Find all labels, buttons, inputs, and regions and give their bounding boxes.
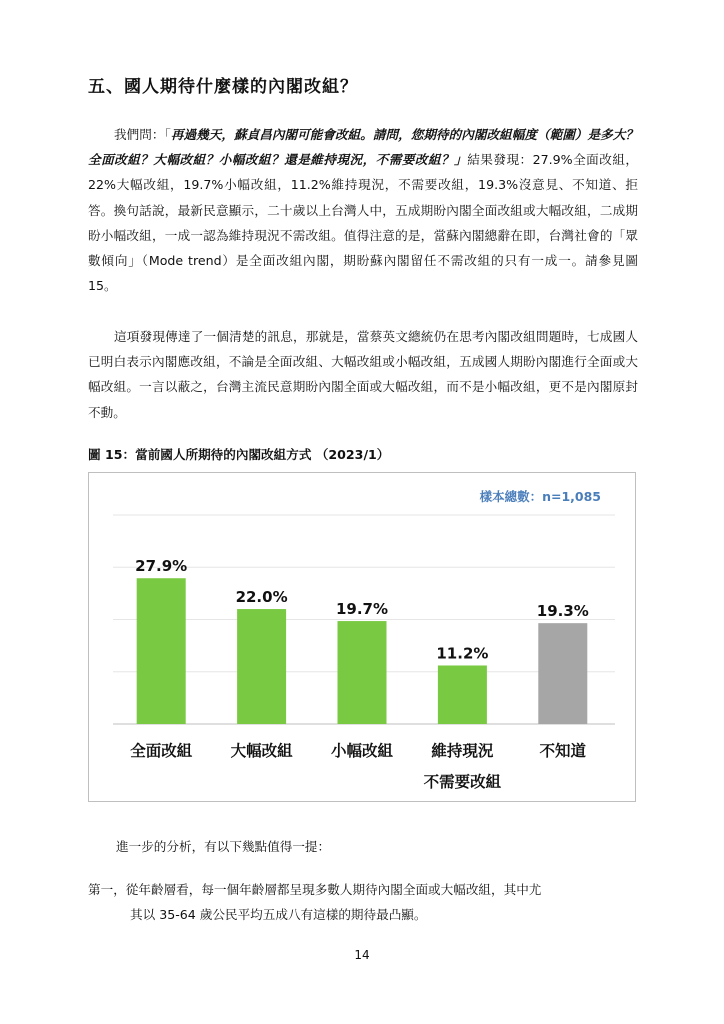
data-label: 19.3% <box>536 602 589 621</box>
data-label: 27.9% <box>135 557 188 576</box>
data-label: 22.0% <box>235 588 288 607</box>
category-label: 小幅改組 <box>330 742 394 760</box>
bar <box>137 578 186 724</box>
paragraph-1-prefix: 我們問：「 <box>114 127 171 142</box>
paragraph-3: 進一步的分析，有以下幾點值得一提： <box>116 839 331 854</box>
section-heading: 五、國人期待什麼樣的內閣改組？ <box>88 77 358 97</box>
paragraph-1-rest: 結果發現：27.9%全面改組，22%大幅改組，19.7%小幅改組，11.2%維持現況，不需要改組，19.3%沒意見、不知道、拒答。換句話說，最新民意顯示，二十歲以上台灣人中，五成期盼內閣全面改組或大幅改組，二成期盼小幅改組，一成一認為維持現況不需改組。值得注意的是，當蘇內閣總辭在即，台灣社會的「眾數傾向」（Mode trend）是全面改組內閣，期盼蘇內閣留任不需改組的只有一成一。請參見圖 15。 <box>88 152 638 294</box>
bar-chart <box>88 472 636 802</box>
category-label: 大幅改組 <box>230 742 293 760</box>
category-label: 不需要改組 <box>423 773 502 791</box>
bar-chart-svg <box>89 473 637 803</box>
page-number: 14 <box>354 948 370 962</box>
figure-caption: 圖 15：當前國人所期待的內閣改組方式 （2023/1） <box>88 447 390 462</box>
bar <box>438 665 487 724</box>
bar <box>338 621 387 724</box>
bar <box>538 623 587 724</box>
sample-size-note: 樣本總數：n=1,085 <box>479 489 601 504</box>
survey-question: 再過幾天，蘇貞昌內閣可能會改組。請問，您期待的內閣改組幅度（範圍）是多大？全面改組？大幅改組？小幅改組？還是維持現況，不需要改組？」 <box>88 127 639 168</box>
paragraph-4-line-1: 第一，從年齡層看，每一個年齡層都呈現多數人期待內閣全面或大幅改組，其中尤 <box>88 882 542 897</box>
category-label: 全面改組 <box>130 742 193 760</box>
paragraph-2: 這項發現傳達了一個清楚的訊息，那就是，當蔡英文總統仍在思考內閣改組問題時，七成國人已明白表示內閣應改組，不論是全面改組、大幅改組或小幅改組，五成國人期盼內閣進行全面或大幅改組。一言以蔽之，台灣主流民意期盼內閣全面或大幅改組，而不是小幅改組，更不是內閣原封不動。 <box>88 329 638 420</box>
paragraph-1 <box>88 122 638 298</box>
data-label: 11.2% <box>436 644 489 663</box>
paragraph-4 <box>88 877 638 927</box>
bar <box>237 609 286 724</box>
category-label: 不知道 <box>539 742 587 760</box>
paragraph-4-line-2: 其以 35-64 歲公民平均五成八有這樣的期待最凸顯。 <box>130 907 427 923</box>
category-label: 維持現況 <box>431 742 494 760</box>
data-label: 19.7% <box>335 600 389 619</box>
